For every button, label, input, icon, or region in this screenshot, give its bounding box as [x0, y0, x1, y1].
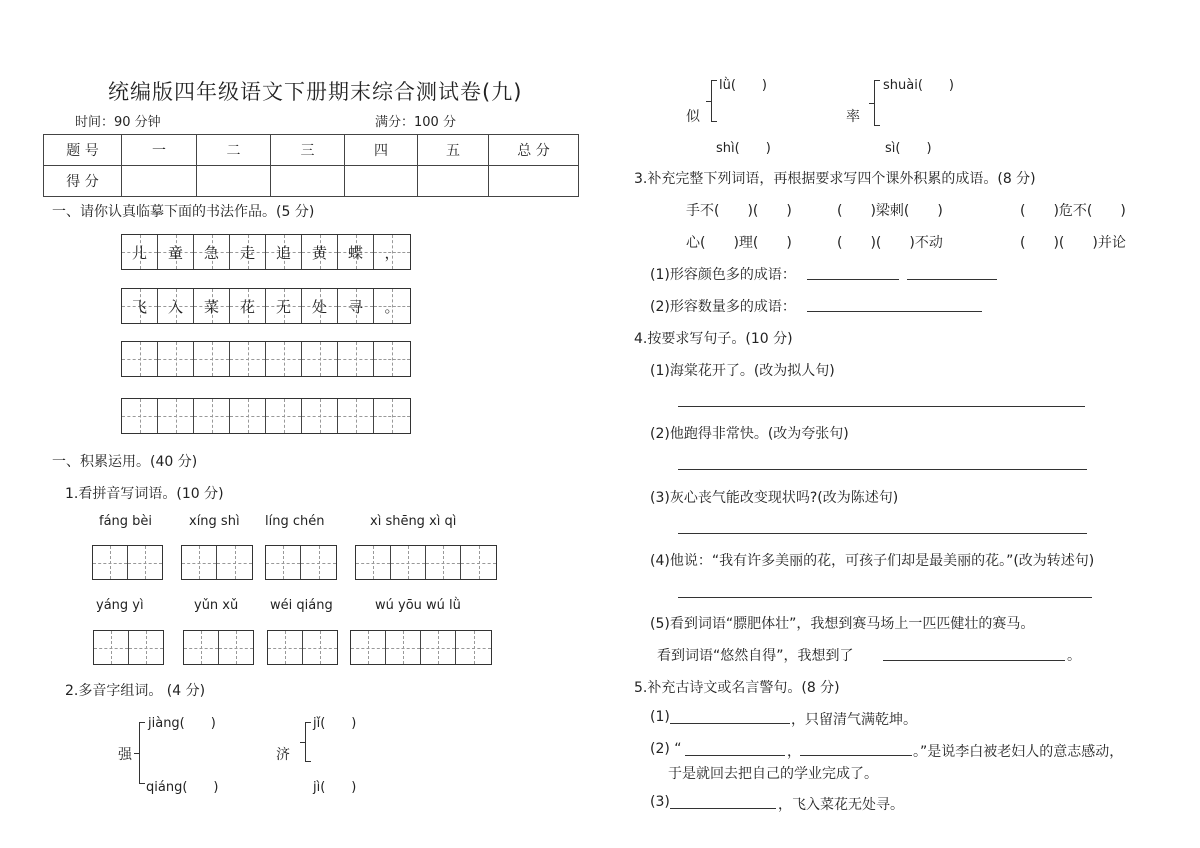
- q5-item2-prefix: (2) “: [650, 741, 682, 757]
- polyphone-reading: sì( ): [885, 141, 932, 156]
- score-table-header: 题 号: [44, 135, 122, 166]
- calligraphy-cell: 花: [230, 289, 266, 323]
- calligraphy-cell: ，: [374, 235, 410, 269]
- answer-cell[interactable]: [391, 546, 426, 579]
- practice-cell[interactable]: [374, 342, 410, 376]
- answer-grid-fangbei[interactable]: [92, 545, 163, 580]
- answer-cell[interactable]: [303, 631, 337, 664]
- answer-line[interactable]: [907, 279, 997, 280]
- q5-item3-suffix: ，飞入菜花无处寻。: [778, 797, 904, 813]
- answer-cell[interactable]: [128, 546, 162, 579]
- practice-cell[interactable]: [338, 399, 374, 433]
- calligraphy-cell: 追: [266, 235, 302, 269]
- polyphone-brace: [305, 722, 306, 762]
- polyphone-reading: jì( ): [313, 780, 357, 795]
- answer-grid-yangyi[interactable]: [93, 630, 164, 665]
- calligraphy-row-1: [121, 234, 411, 270]
- q5-item2-line2: 于是就回去把自己的学业完成了。: [668, 766, 878, 782]
- q5-item1-suffix: ，只留清气满乾坤。: [791, 712, 917, 728]
- score-table-row-label: 得 分: [44, 166, 122, 197]
- answer-line[interactable]: [678, 469, 1087, 470]
- answer-line[interactable]: [800, 755, 912, 756]
- q4-item: (4)他说：“我有许多美丽的花，可孩子们却是最美丽的花。”(改为转述句): [650, 553, 1095, 569]
- calligraphy-cell: 无: [266, 289, 302, 323]
- score-cell[interactable]: [345, 166, 418, 197]
- calligraphy-cell: 走: [230, 235, 266, 269]
- practice-cell[interactable]: [158, 399, 194, 433]
- calligraphy-cell: 黄: [302, 235, 338, 269]
- answer-cell[interactable]: [93, 546, 128, 579]
- practice-cell[interactable]: [230, 342, 266, 376]
- calligraphy-practice-row-2[interactable]: [121, 398, 411, 434]
- score-cell[interactable]: [418, 166, 489, 197]
- score-table-header: 五: [418, 135, 489, 166]
- polyphone-char: 济: [276, 747, 290, 763]
- calligraphy-cell: 。: [374, 289, 410, 323]
- q3-heading: 3.补充完整下列词语，再根据要求写四个课外积累的成语。(8 分): [634, 171, 1036, 187]
- answer-cell[interactable]: [184, 631, 219, 664]
- section2-heading: 一、积累运用。(40 分): [52, 454, 198, 470]
- practice-cell[interactable]: [266, 342, 302, 376]
- answer-cell[interactable]: [301, 546, 336, 579]
- polyphone-brace: [711, 80, 712, 122]
- score-table-header: 四: [345, 135, 418, 166]
- calligraphy-cell: 童: [158, 235, 194, 269]
- score-table-header: 总 分: [489, 135, 579, 166]
- answer-cell[interactable]: [461, 546, 496, 579]
- q3-sub1: (1)形容颜色多的成语：: [650, 267, 796, 283]
- answer-grid-lingchen[interactable]: [265, 545, 337, 580]
- idiom-blank[interactable]: ( )危不( ): [1020, 203, 1126, 219]
- q4-item: (2)他跑得非常快。(改为夸张句): [650, 426, 849, 442]
- q5-item3-prefix: (3): [650, 794, 670, 810]
- q5-heading: 5.补充古诗文或名言警句。(8 分): [634, 680, 840, 696]
- section1-heading: 一、请你认真临摹下面的书法作品。(5 分): [52, 204, 315, 220]
- answer-cell[interactable]: [386, 631, 421, 664]
- polyphone-reading: qiáng( ): [146, 780, 219, 795]
- answer-cell[interactable]: [182, 546, 217, 579]
- answer-grid-weiqiang[interactable]: [267, 630, 338, 665]
- q5-item2-mid: ，: [787, 744, 801, 760]
- practice-cell[interactable]: [122, 399, 158, 433]
- answer-grid-xingshi[interactable]: [181, 545, 253, 580]
- score-cell[interactable]: [122, 166, 197, 197]
- answer-cell[interactable]: [94, 631, 129, 664]
- answer-cell[interactable]: [129, 631, 163, 664]
- calligraphy-cell: 菜: [194, 289, 230, 323]
- score-cell[interactable]: [271, 166, 345, 197]
- polyphone-char: 似: [686, 109, 700, 125]
- score-table-header: 三: [271, 135, 345, 166]
- score-table: [43, 134, 579, 197]
- answer-grid-wuyouwulv[interactable]: [350, 630, 492, 665]
- answer-line[interactable]: [685, 755, 785, 756]
- polyphone-reading: shuài( ): [883, 78, 954, 93]
- practice-cell[interactable]: [374, 399, 410, 433]
- answer-grid-yunxu[interactable]: [183, 630, 254, 665]
- calligraphy-cell: 蝶: [338, 235, 374, 269]
- calligraphy-cell: 飞: [122, 289, 158, 323]
- score-table-score-row: [44, 166, 579, 197]
- practice-cell[interactable]: [302, 342, 338, 376]
- pinyin-label: líng chén: [265, 514, 325, 529]
- score-cell[interactable]: [489, 166, 579, 197]
- answer-cell[interactable]: [266, 546, 301, 579]
- answer-line[interactable]: [678, 597, 1092, 598]
- polyphone-reading: jiàng( ): [148, 716, 216, 731]
- calligraphy-cell: 寻: [338, 289, 374, 323]
- answer-line[interactable]: [678, 533, 1087, 534]
- exam-full-score: 满分：100 分: [375, 115, 456, 130]
- answer-cell[interactable]: [426, 546, 461, 579]
- idiom-blank[interactable]: 手不( )( ): [686, 203, 792, 219]
- calligraphy-cell: 急: [194, 235, 230, 269]
- q3-sub2: (2)形容数量多的成语：: [650, 299, 796, 315]
- answer-cell[interactable]: [351, 631, 386, 664]
- calligraphy-cell: 处: [302, 289, 338, 323]
- answer-line[interactable]: [807, 279, 899, 280]
- pinyin-label: fáng bèi: [99, 514, 153, 529]
- idiom-blank[interactable]: ( )( )不动: [837, 235, 943, 251]
- polyphone-reading: shì( ): [716, 141, 771, 156]
- answer-line[interactable]: [807, 311, 982, 312]
- q4-item5-prefix: 看到词语“悠然自得”，我想到了: [657, 648, 854, 664]
- score-table-header: 一: [122, 135, 197, 166]
- answer-grid-xishengxiqi[interactable]: [355, 545, 497, 580]
- practice-cell[interactable]: [194, 399, 230, 433]
- practice-cell[interactable]: [302, 399, 338, 433]
- calligraphy-cell: 入: [158, 289, 194, 323]
- polyphone-char: 强: [118, 747, 132, 763]
- q5-item1-prefix: (1): [650, 709, 670, 725]
- pinyin-label: yáng yì: [96, 598, 144, 613]
- practice-cell[interactable]: [194, 342, 230, 376]
- q1-heading: 1.看拼音写词语。(10 分): [65, 486, 224, 502]
- calligraphy-cell: 儿: [122, 235, 158, 269]
- pinyin-label: wú yōu wú lǜ: [375, 598, 461, 613]
- polyphone-reading: jǐ( ): [313, 716, 357, 731]
- practice-cell[interactable]: [158, 342, 194, 376]
- polyphone-brace: [874, 80, 875, 126]
- practice-cell[interactable]: [122, 342, 158, 376]
- pinyin-label: xì shēng xì qì: [370, 514, 457, 529]
- polyphone-reading: lǜ( ): [719, 78, 767, 93]
- answer-line[interactable]: [670, 808, 776, 809]
- page-title: 统编版四年级语文下册期末综合测试卷(九): [108, 80, 523, 104]
- exam-time: 时间：90 分钟: [75, 115, 161, 130]
- answer-cell[interactable]: [421, 631, 456, 664]
- idiom-blank[interactable]: 心( )理( ): [686, 235, 792, 251]
- q4-item: (5)看到词语“膘肥体壮”，我想到赛马场上一匹匹健壮的赛马。: [650, 616, 1035, 632]
- pinyin-label: xíng shì: [189, 514, 240, 529]
- idiom-blank[interactable]: ( )梁刺( ): [837, 203, 943, 219]
- q4-item: (3)灰心丧气能改变现状吗?(改为陈述句): [650, 490, 899, 506]
- pinyin-label: wéi qiáng: [270, 598, 333, 613]
- polyphone-char: 率: [846, 109, 860, 125]
- calligraphy-practice-row-1[interactable]: [121, 341, 411, 377]
- answer-line[interactable]: [678, 406, 1085, 407]
- practice-cell[interactable]: [266, 399, 302, 433]
- answer-cell[interactable]: [217, 546, 252, 579]
- q2-heading: 2.多音字组词。 (4 分): [65, 683, 206, 699]
- q4-item5-suffix: 。: [1067, 648, 1081, 664]
- practice-cell[interactable]: [230, 399, 266, 433]
- score-table-header: 二: [197, 135, 271, 166]
- q4-item: (1)海棠花开了。(改为拟人句): [650, 363, 835, 379]
- answer-cell[interactable]: [456, 631, 491, 664]
- answer-cell[interactable]: [356, 546, 391, 579]
- q4-heading: 4.按要求写句子。(10 分): [634, 331, 793, 347]
- answer-cell[interactable]: [219, 631, 253, 664]
- answer-cell[interactable]: [268, 631, 303, 664]
- q5-item2-suffix: 。”是说李白被老妇人的意志感动，: [913, 744, 1124, 760]
- answer-line[interactable]: [883, 660, 1065, 661]
- answer-line[interactable]: [670, 723, 790, 724]
- practice-cell[interactable]: [338, 342, 374, 376]
- score-table-header-row: [44, 135, 579, 166]
- calligraphy-row-2: [121, 288, 411, 324]
- score-cell[interactable]: [197, 166, 271, 197]
- idiom-blank[interactable]: ( )( )并论: [1020, 235, 1126, 251]
- polyphone-brace: [139, 722, 140, 784]
- pinyin-label: yǔn xǔ: [194, 598, 239, 613]
